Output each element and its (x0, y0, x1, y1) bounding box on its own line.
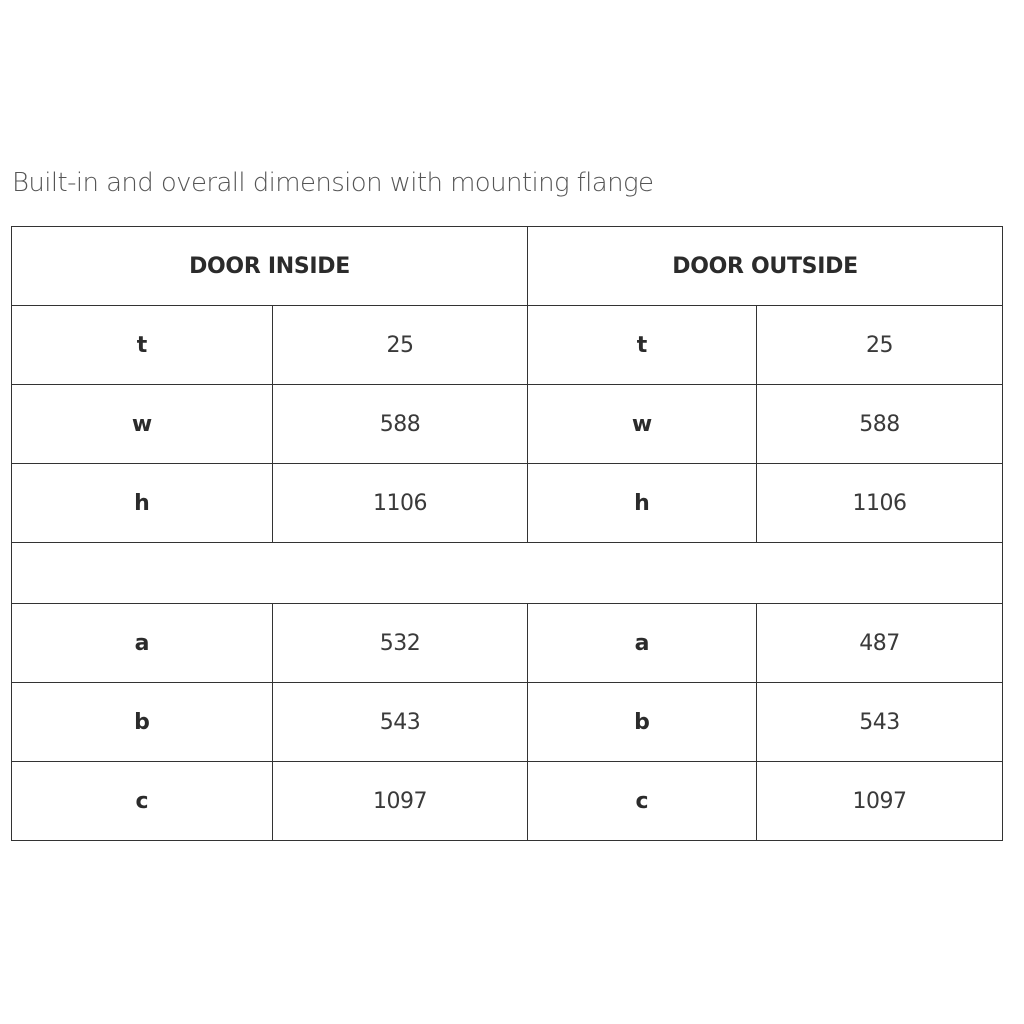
inside-value-cell: 588 (273, 385, 528, 464)
outside-value-cell: 1097 (757, 762, 1003, 841)
inside-value-cell: 543 (273, 683, 528, 762)
spacer-row (12, 543, 1003, 604)
inside-value-cell: 25 (273, 306, 528, 385)
outside-label-cell: b (528, 683, 757, 762)
outside-value-cell: 25 (757, 306, 1003, 385)
inside-label-cell: h (12, 464, 273, 543)
inside-label-cell: b (12, 683, 273, 762)
table-row (12, 604, 1003, 683)
spacer-cell (12, 543, 1003, 604)
table-row (12, 464, 1003, 543)
outside-label-cell: a (528, 604, 757, 683)
table-row (12, 683, 1003, 762)
outside-label-cell: c (528, 762, 757, 841)
outside-value-cell: 487 (757, 604, 1003, 683)
header-door-outside: DOOR OUTSIDE (528, 227, 1003, 306)
table-header-row (12, 227, 1003, 306)
dimensions-table (11, 226, 1003, 841)
inside-value-cell: 1106 (273, 464, 528, 543)
inside-label-cell: w (12, 385, 273, 464)
inside-label-cell: a (12, 604, 273, 683)
header-door-inside: DOOR INSIDE (12, 227, 528, 306)
table-caption: Built-in and overall dimension with mounting flange (12, 168, 654, 198)
outside-value-cell: 543 (757, 683, 1003, 762)
outside-label-cell: t (528, 306, 757, 385)
inside-label-cell: t (12, 306, 273, 385)
table-row (12, 385, 1003, 464)
outside-label-cell: w (528, 385, 757, 464)
inside-label-cell: c (12, 762, 273, 841)
table-row (12, 762, 1003, 841)
inside-value-cell: 1097 (273, 762, 528, 841)
outside-label-cell: h (528, 464, 757, 543)
outside-value-cell: 1106 (757, 464, 1003, 543)
inside-value-cell: 532 (273, 604, 528, 683)
outside-value-cell: 588 (757, 385, 1003, 464)
table-row (12, 306, 1003, 385)
